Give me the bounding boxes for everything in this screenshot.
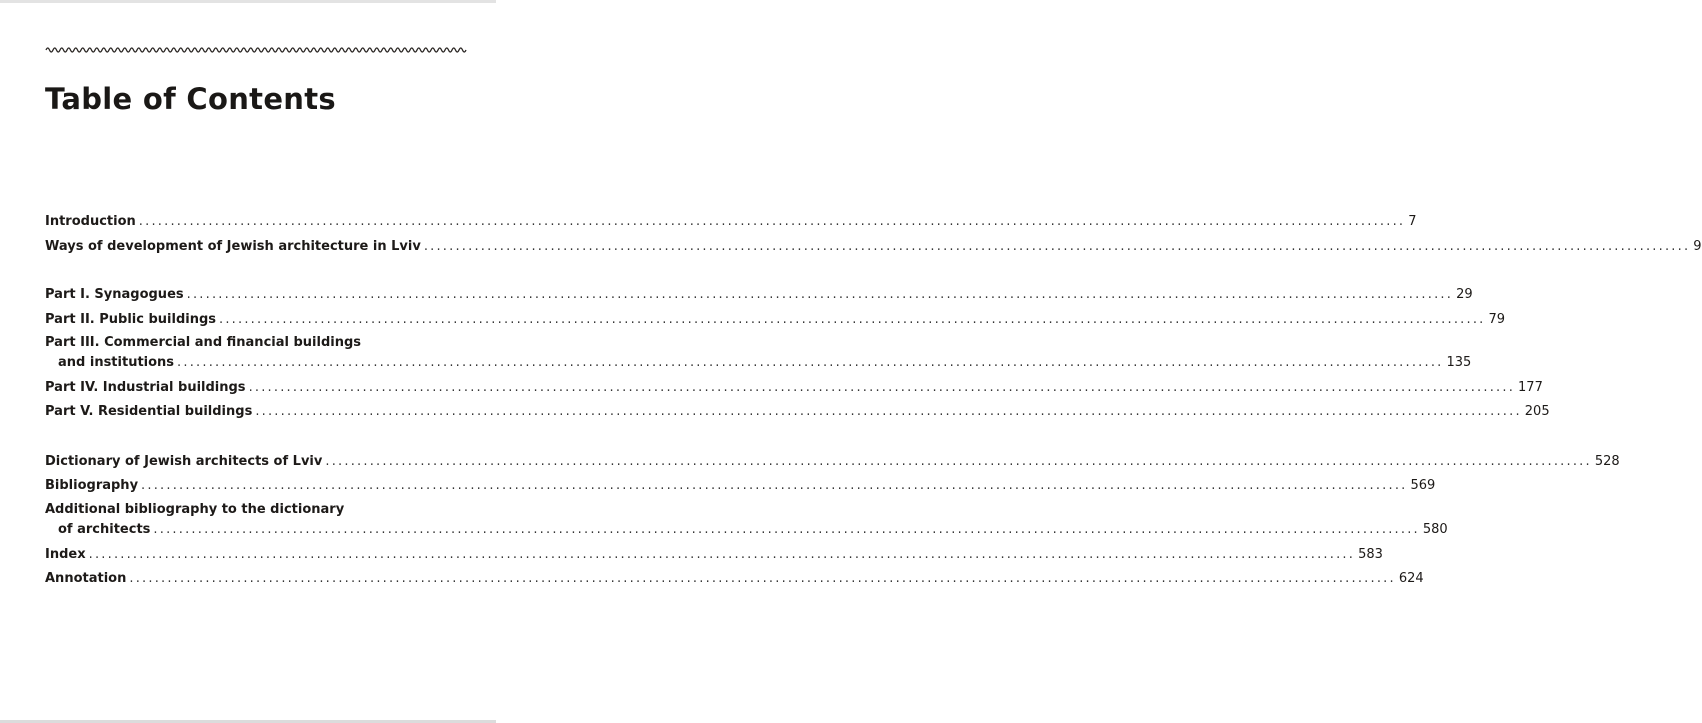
toc-page-number: 580: [1422, 522, 1448, 537]
toc-entry-label: Introduction: [45, 214, 136, 229]
toc-entry-bibliography[interactable]: [45, 476, 1436, 496]
toc-entry-label: Dictionary of Jewish architects of Lviv: [45, 454, 323, 469]
toc-entry-commercial-buildings[interactable]: [45, 333, 1472, 373]
toc-entry-label: Part V. Residential buildings: [45, 404, 253, 419]
toc-page-number: 79: [1488, 312, 1506, 327]
toc-entry-label: Additional bibliography to the dictionary: [45, 502, 345, 517]
dot-leader: ........................................................................................................................................................................................................: [141, 478, 1408, 493]
toc-page-number: 569: [1410, 478, 1436, 493]
toc-entry-ways-of-development[interactable]: [45, 237, 1702, 257]
toc-entry-label-continued: and institutions: [58, 355, 175, 370]
toc-entry-label: Part III. Commercial and financial buildings: [45, 335, 362, 350]
toc-page-number: 29: [1456, 287, 1473, 302]
toc-entry-dictionary[interactable]: [45, 452, 1620, 472]
page-title: Table of Contents: [45, 82, 336, 116]
toc-entry-label: Annotation: [45, 571, 127, 586]
toc-entry-label: Part II. Public buildings: [45, 312, 217, 327]
dot-leader: ........................................................................................................................................................................................................: [255, 404, 1522, 419]
toc-entry-label: Index: [45, 547, 86, 562]
toc-page-number: 135: [1446, 355, 1472, 370]
dot-leader: ........................................................................................................................................................................................................: [325, 454, 1592, 469]
toc-entry-label: Part I. Synagogues: [45, 287, 184, 302]
dot-leader: ........................................................................................................................................................................................................: [153, 522, 1420, 537]
toc-entry-label-continued: of architects: [58, 522, 151, 537]
toc-entry-additional-bibliography[interactable]: [45, 500, 1448, 540]
toc-entry-residential-buildings[interactable]: [45, 402, 1550, 422]
toc-entry-label: Ways of development of Jewish architecture in Lviv: [45, 239, 421, 254]
toc-entry-annotation[interactable]: [45, 569, 1424, 589]
toc-page-number: 624: [1398, 571, 1424, 586]
toc-entry-public-buildings[interactable]: [45, 310, 1506, 330]
toc-entry-industrial-buildings[interactable]: [45, 378, 1543, 398]
toc-page-number: 7: [1408, 214, 1417, 229]
wavy-divider: [46, 44, 460, 56]
toc-page-number: 583: [1358, 547, 1383, 562]
toc-entry-index[interactable]: [45, 545, 1383, 565]
toc-page-number: 9: [1693, 239, 1702, 254]
toc-page-number: 205: [1524, 404, 1550, 419]
top-border: [0, 0, 496, 3]
toc-entry-label: Part IV. Industrial buildings: [45, 380, 246, 395]
dot-leader: ........................................................................................................................................................................................................: [177, 355, 1444, 370]
toc-entry-introduction[interactable]: [45, 212, 1417, 232]
dot-leader: ........................................................................................................................................................................................................: [88, 547, 1356, 562]
dot-leader: ........................................................................................................................................................................................................: [186, 287, 1454, 302]
dot-leader: ........................................................................................................................................................................................................: [138, 214, 1406, 229]
toc-entry-label: Bibliography: [45, 478, 139, 493]
toc-page-number: 528: [1594, 454, 1620, 469]
dot-leader: ........................................................................................................................................................................................................: [423, 239, 1691, 254]
toc-entry-synagogues[interactable]: [45, 285, 1473, 305]
dot-leader: ........................................................................................................................................................................................................: [219, 312, 1486, 327]
toc-page-number: 177: [1518, 380, 1543, 395]
dot-leader: ........................................................................................................................................................................................................: [248, 380, 1516, 395]
dot-leader: ........................................................................................................................................................................................................: [129, 571, 1396, 586]
